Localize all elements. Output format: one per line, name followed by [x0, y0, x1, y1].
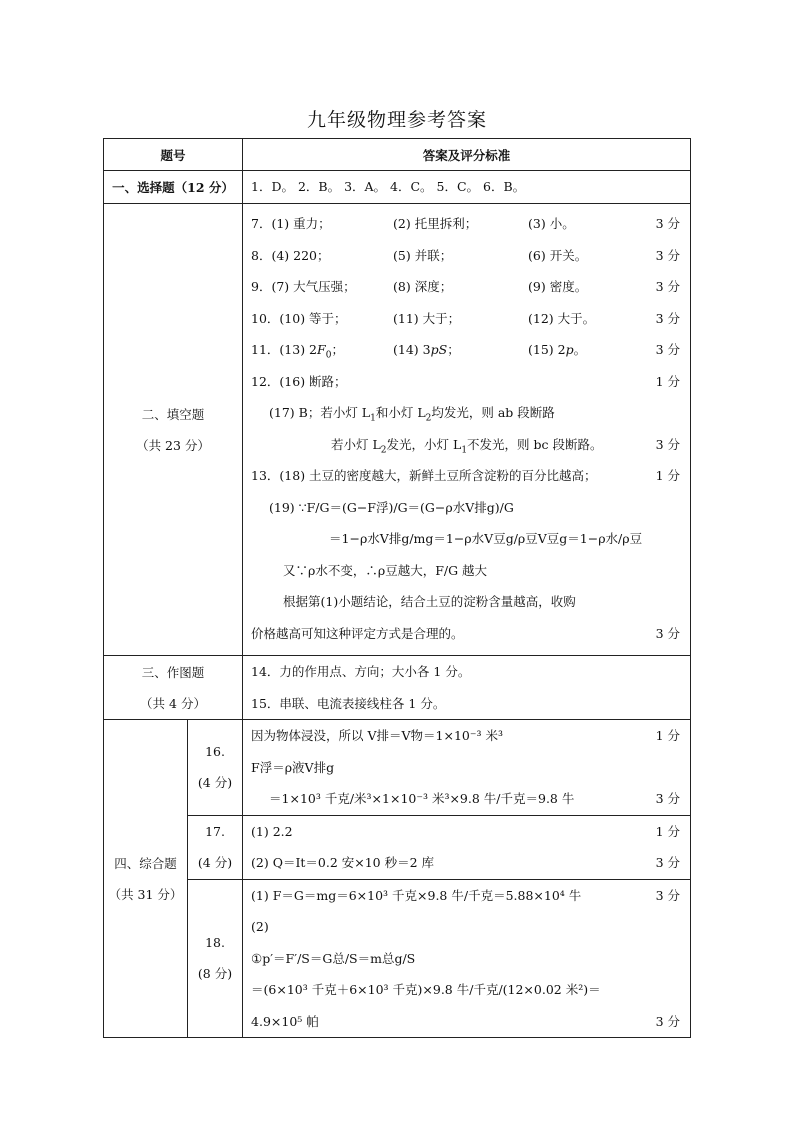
q17-num: 17. [205, 824, 225, 839]
q8-c: (6) 开关。 [528, 247, 588, 263]
section-fill-row [104, 204, 691, 656]
q17-score1: 1 分 [655, 823, 681, 839]
q9-c: (9) 密度。 [528, 279, 588, 294]
q13-line2: (19) ∵F/G＝(G−F浮)/G＝(G−ρ水V排g)/G [269, 499, 514, 515]
q13-text6: 价格越高可知这种评定方式是合理的。 [251, 625, 464, 641]
q8-line [243, 240, 690, 272]
q12-score2: 3 分 [655, 436, 681, 452]
section-comprehensive-label-cell [104, 720, 188, 1038]
q18-pts: (8 分) [197, 966, 233, 982]
q18-line2: (2) [251, 919, 269, 934]
q17-row [104, 815, 691, 879]
q13-score2: 3 分 [655, 625, 681, 641]
choice-answers: 1．D。 2．B。 3．A。 4．C。 5．C。 6．B。 [251, 179, 526, 194]
q14-line: 14．力的作用点、方向；大小各 1 分。 [251, 664, 471, 679]
q16-line3: ＝1×10³ 千克/米³×1×10⁻³ 米³×9.8 牛/千克＝9.8 牛 3 分 [243, 783, 690, 815]
q15-line: 15．串联、电流表接线柱各 1 分。 [251, 695, 446, 711]
section-drawing-label-cell [104, 656, 243, 720]
q12-line2: (17) B；若小灯 $L_1$和小灯 $L_2$均发光，则 ab 段断路 [269, 405, 555, 424]
q7-b: (2) 托里拆利； [393, 216, 478, 231]
header-row [104, 139, 691, 171]
q18-line1: (1) F＝G＝mg＝6×10³ 千克×9.8 牛/千克＝5.88×10⁴ 牛 3 分 [243, 880, 690, 912]
q18-line5: 4.9×10⁵ 帕 3 分 [243, 1006, 690, 1038]
section-fill-answers [243, 204, 691, 656]
section-drawing-label: 三、作图题 [141, 664, 205, 680]
q18-line4: ＝(6×10³ 千克＋6×10³ 千克)×9.8 牛/千克/(12×0.02 米²)＝ [251, 982, 601, 997]
q16-score1: 1 分 [655, 728, 681, 743]
q12-text1: 12．(16) 断路； [251, 373, 347, 389]
q9-line [243, 271, 690, 303]
q17-line1: (1) 2.2 1 分 [243, 816, 690, 848]
q11-a: 11．(13) $2F_0$； [251, 342, 344, 361]
q18-row [104, 879, 691, 1038]
q11-line [243, 334, 690, 366]
q16-num-cell [188, 720, 243, 816]
q17-num-cell [188, 815, 243, 879]
q18-score1: 3 分 [655, 887, 681, 903]
section-drawing-row [104, 656, 691, 720]
q9-a: 9．(7) 大气压强； [251, 279, 356, 294]
q12-score1: 1 分 [655, 373, 681, 389]
q18-score2: 3 分 [655, 1013, 681, 1029]
q18-num-cell [188, 879, 243, 1038]
q9-score: 3 分 [655, 279, 681, 294]
q10-c: (12) 大于。 [528, 310, 596, 326]
q11-c: (15) 2p。 [528, 342, 587, 357]
q10-b: (11) 大于； [393, 310, 461, 326]
q11-b: (14) 3pS； [393, 342, 460, 357]
q10-score: 3 分 [655, 310, 681, 326]
q7-line [243, 208, 690, 240]
q18-answers [243, 879, 691, 1038]
q16-score2: 3 分 [655, 791, 681, 806]
q7-a: 7．(1) 重力； [251, 216, 331, 231]
q10-a: 10．(10) 等于； [251, 310, 347, 326]
page-title: 九年级物理参考答案 [306, 109, 487, 131]
q12-line3: 若小灯 $L_2$发光，小灯 $L_1$不发光，则 bc 段断路。 3 分 [243, 429, 690, 461]
q13-line4: 又∵ρ水不变，∴ρ豆越大，F/G 越大 [283, 562, 488, 578]
q16-pts: (4 分) [197, 775, 233, 791]
q17-line2: (2) Q＝It＝0.2 安×10 秒＝2 库 3 分 [243, 847, 690, 879]
section-drawing-total: （共 4 分） [140, 695, 206, 711]
q16-row [104, 720, 691, 816]
q17-score2: 3 分 [655, 855, 681, 870]
q8-score: 3 分 [655, 247, 681, 263]
q13-line5: 根据第(1)小题结论，结合土豆的淀粉含量越高，收购 [283, 594, 576, 609]
q7-c: (3) 小。 [528, 216, 575, 231]
q13-text1: 13．(18) 土豆的密度越大，新鲜土豆所含淀粉的百分比越高； [251, 468, 597, 483]
q8-a: 8．(4) 220； [251, 247, 330, 263]
section-drawing-answers [243, 656, 691, 720]
section-comprehensive-label: 四、综合题 [114, 855, 177, 871]
section-choice-row [104, 171, 691, 204]
q18-line3: ①p′＝F′/S＝G总/S＝m总g/S [251, 950, 416, 966]
q11-score: 3 分 [655, 342, 681, 357]
q18-num: 18. [205, 935, 225, 951]
section-fill-label-cell [104, 204, 243, 656]
q8-b: (5) 并联； [393, 247, 453, 263]
section-fill-label: 二、填空题 [141, 406, 205, 422]
q16-line2: F浮＝ρ液V排g [251, 759, 335, 775]
q13-line1 [243, 460, 690, 492]
section-choice-label: 一、选择题（12 分） [104, 171, 243, 204]
q12-line1 [243, 366, 690, 398]
q17-answers [243, 815, 691, 879]
q16-line1: 因为物体浸没，所以 V排＝V物＝1×10⁻³ 米³ 1 分 [243, 720, 690, 752]
section-fill-total: （共 23 分） [136, 437, 210, 453]
section-choice-answers [243, 171, 691, 204]
q10-line [243, 303, 690, 335]
q17-pts: (4 分) [197, 855, 233, 870]
q16-num: 16. [205, 744, 225, 760]
q13-score1: 1 分 [655, 468, 681, 483]
q13-line6 [243, 618, 690, 650]
q13-line3: ＝1−ρ水V排g/mg＝1−ρ水V豆g/ρ豆V豆g＝1−ρ水/ρ豆 [329, 531, 643, 546]
q9-b: (8) 深度； [393, 279, 453, 294]
header-answer-standard: 答案及评分标准 [243, 139, 691, 171]
header-question-no: 题号 [104, 139, 243, 171]
answer-table [103, 138, 691, 1038]
q7-score: 3 分 [655, 216, 681, 231]
section-comprehensive-total: （共 31 分） [108, 886, 183, 902]
q16-answers [243, 720, 691, 816]
